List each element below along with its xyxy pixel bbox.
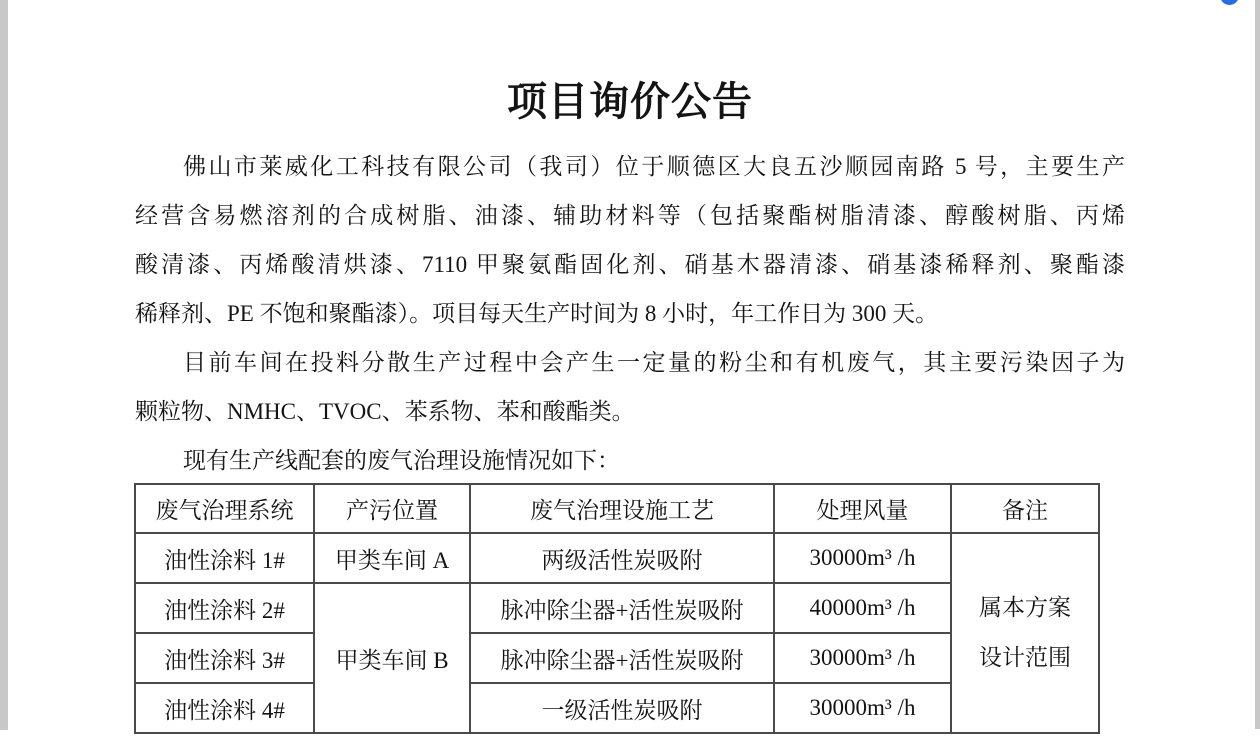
cell-system: 油性涂料 1# — [135, 533, 314, 583]
text-line: 酸清漆、丙烯酸清烘漆、7110 甲聚氨酯固化剂、硝基木器清漆、硝基漆稀释剂、聚酯漆 — [135, 252, 1125, 277]
cell-system: 油性涂料 4# — [135, 683, 314, 733]
text-line: 目前车间在投料分散生产过程中会产生一定量的粉尘和有机废气，其主要污染因子为 — [183, 350, 1125, 375]
cell-airflow: 40000m³ /h — [774, 583, 951, 633]
header-airflow: 处理风量 — [774, 484, 951, 533]
cell-system: 油性涂料 3# — [135, 633, 314, 683]
cell-airflow: 30000m³ /h — [774, 533, 951, 583]
page-title: 项目询价公告 — [507, 79, 753, 124]
header-process: 废气治理设施工艺 — [470, 484, 774, 533]
paragraph-pollutants — [135, 338, 1125, 436]
floating-button-icon[interactable] — [1220, 0, 1239, 5]
table-header-row — [135, 484, 1099, 533]
cell-airflow: 30000m³ /h — [774, 683, 951, 733]
window-edge-right — [1255, 0, 1260, 729]
document-page — [135, 0, 1125, 734]
cell-process: 脉冲除尘器+活性炭吸附 — [470, 633, 774, 683]
text-line: 颗粒物、NMHC、TVOC、苯系物、苯和酸酯类。 — [135, 399, 635, 424]
text-line: 稀释剂、PE 不饱和聚酯漆）。项目每天生产时间为 8 小时，年工作日为 300 天。 — [135, 301, 939, 326]
header-location: 产污位置 — [314, 484, 470, 533]
facilities-table — [134, 483, 1100, 734]
paragraph-intro — [135, 142, 1125, 338]
cell-location: 甲类车间 A — [314, 533, 470, 583]
header-system: 废气治理系统 — [135, 484, 314, 533]
text-line: 经营含易燃溶剂的合成树脂、油漆、辅助材料等（包括聚酯树脂清漆、醇酸树脂、丙烯 — [135, 203, 1125, 228]
remark-line: 设计范围 — [979, 645, 1071, 670]
cell-remark — [951, 533, 1099, 733]
window-edge-left — [0, 0, 8, 730]
cell-process: 两级活性炭吸附 — [470, 533, 774, 583]
header-remark: 备注 — [951, 484, 1099, 533]
cell-process: 一级活性炭吸附 — [470, 683, 774, 733]
remark-line: 属本方案 — [979, 595, 1071, 620]
table-row — [135, 533, 1099, 583]
text-line: 现有生产线配套的废气治理设施情况如下： — [183, 448, 620, 473]
cell-process: 脉冲除尘器+活性炭吸附 — [470, 583, 774, 633]
cell-airflow: 30000m³ /h — [774, 633, 951, 683]
cell-system: 油性涂料 2# — [135, 583, 314, 633]
cell-location: 甲类车间 B — [314, 583, 470, 733]
text-line: 佛山市莱威化工科技有限公司（我司）位于顺德区大良五沙顺园南路 5 号，主要生产 — [183, 154, 1125, 179]
paragraph-table-intro — [135, 436, 1125, 485]
